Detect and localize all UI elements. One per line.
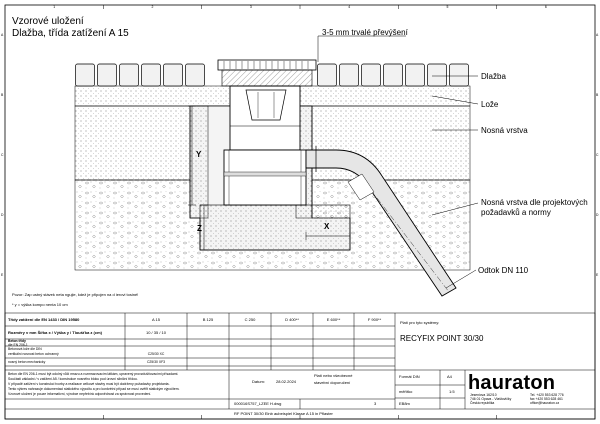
frame-row-label: E xyxy=(596,273,599,277)
frame-row-label: D xyxy=(1,213,4,217)
concrete-row-name: nosný beton mechanicky xyxy=(8,360,46,364)
drawing-title: Vzorové uložení xyxy=(12,16,84,27)
company-fax: fax +420 553 628 461 xyxy=(530,397,563,401)
concrete-row-name: Betonová lože dle DIN xyxy=(8,347,42,351)
load-class-cell: E 600** xyxy=(326,317,341,322)
scale-value: 1:5 xyxy=(449,389,455,394)
title-block-note: Součásti základní / v zatížení A5 / konstrukce nosného bloku pod úrovní silniční třídou. xyxy=(8,377,138,381)
frame-row-label: C xyxy=(1,153,4,157)
title-block-note: Vzorové uložení je pouze informativní, výrobce nepřebírá odpovědnost za správnost provedení. xyxy=(8,392,152,396)
drawing-note-1: Pozor: Zap ustný stávek neta ngujie, kdež je připojen na d ierovi tosiné! xyxy=(12,292,139,297)
layer-label-subbase-1: Nosná vrstva dle projektových xyxy=(481,198,588,207)
company-email: office@hauraton.cz xyxy=(530,401,560,405)
outlet-label: Odtok DN 110 xyxy=(478,266,529,275)
layer-label-bedding: Lože xyxy=(481,100,499,109)
title-block-note: V případě zatížení v konstrukci tvorby a realizace celkové stavby musí být dodrženy požadavky projektanta. xyxy=(8,382,170,386)
concrete-row-sub: dle EN 206-1 xyxy=(8,343,28,347)
frame-row-label: B xyxy=(596,93,599,97)
company-street: Jeseniova 162/10 xyxy=(470,393,497,397)
layer-label-base: Nosná vrstva xyxy=(481,126,528,135)
frame-col-label: 4 xyxy=(348,5,351,9)
dimension-row-label: Rozměry v mm Šířka x / Výška y / Tloušťka z (cm) xyxy=(8,330,102,335)
footer-text: RF POINT 30/30 Einb aubeispiel Klasse A 15 in Pflaster xyxy=(234,411,333,416)
load-class-cell: B 125 xyxy=(202,317,214,322)
plan-text-2: stavební doporučení xyxy=(314,380,351,385)
plan-text-1: Platí nebo všeobecné xyxy=(314,373,353,378)
frame-row-label: A xyxy=(596,33,599,37)
frame-col-label: 2 xyxy=(151,5,154,9)
unit-value: EB8m xyxy=(399,401,410,406)
drawing-subtitle: Dlažba, třída zatížení A 15 xyxy=(12,28,129,39)
company-logo: hauraton xyxy=(468,372,556,394)
dimension-row-value: 10 / 35 / 10 xyxy=(145,330,166,335)
concrete-row-name: vertikální nosnost beton ochranný xyxy=(8,352,59,356)
frame-col-label: 5 xyxy=(446,5,449,9)
frame-col-label: 6 xyxy=(544,5,547,9)
concrete-row-label: Beton třídy xyxy=(8,339,26,343)
load-class-cell: F 900** xyxy=(367,317,382,322)
format-label: Formát DIN xyxy=(399,374,420,379)
frame-row-label: E xyxy=(1,273,4,277)
load-class-cell: D 400** xyxy=(285,317,299,322)
dim-x-label: X xyxy=(324,222,330,231)
title-block-grid xyxy=(5,313,595,419)
concrete-row-value: C25/30 XF3 xyxy=(146,360,166,364)
company-tel: Tel. +420 553 628 776 xyxy=(530,393,564,397)
valid-for-label: Platí pro tyto systémy: xyxy=(400,320,440,325)
frame-row-label: C xyxy=(596,153,599,157)
load-class-cell: A 15 xyxy=(151,317,160,322)
title-block-note: Beton dle EN 206-1 musí být odolný vůči mrazu a rozmrazovacím látkám, upravený provzdušňovacími přísadami. xyxy=(8,372,179,376)
frame-col-label: 1 xyxy=(53,5,56,9)
layer-label-subbase-2: požadavků a normy xyxy=(481,208,551,217)
load-class-cell: C 250 xyxy=(244,317,256,322)
drawing-note-2: * y = výška kompo nenta 10 cm xyxy=(12,302,68,307)
company-city: 746 01 Opava - Vlaštovičky xyxy=(470,397,512,401)
scale-label: měřítko xyxy=(399,389,413,394)
title-block-note: Tento výkres nahrazuje dokumentaci statického výpočtu a pro konkrétní případ se musí ověřit statickým výpočtem. xyxy=(8,387,180,391)
load-class-standard-label: Třídy zatížení dle EN 1433 / DIN 19580 xyxy=(8,317,80,322)
sheet-value: 3 xyxy=(374,401,377,406)
frame-col-label: 3 xyxy=(249,5,252,9)
file-name: 000016S757_LZEE H.dwg xyxy=(234,401,282,406)
format-value: A4 xyxy=(447,374,452,379)
concrete-row-value: C25/30 XC xyxy=(147,352,165,356)
overhang-label: 3-5 mm trvalé převýšení xyxy=(322,28,408,37)
frame-row-label: D xyxy=(596,213,599,217)
date-value: 28.02.2024 xyxy=(276,379,297,384)
date-label: Datum: xyxy=(252,379,265,384)
company-country: Česká republika xyxy=(470,401,495,405)
frame-row-label: A xyxy=(1,33,4,37)
system-name: RECYFIX POINT 30/30 xyxy=(400,334,484,343)
dim-z-label: Z xyxy=(197,224,202,233)
layer-label-pavement: Dlažba xyxy=(481,72,506,81)
dim-y-label: Y xyxy=(196,150,202,159)
frame-row-label: B xyxy=(1,93,4,97)
